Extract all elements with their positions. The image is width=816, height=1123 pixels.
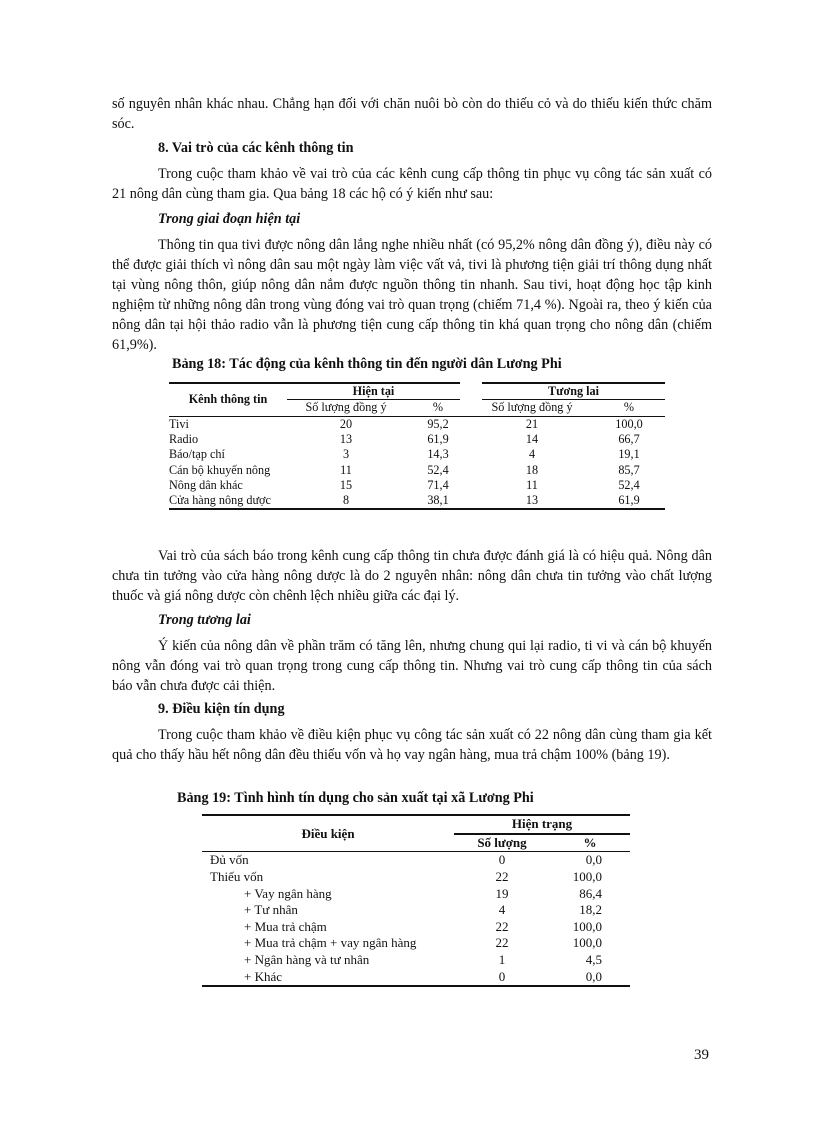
cell-pct: 100,0 bbox=[572, 869, 602, 885]
cell-count-current: 8 bbox=[287, 493, 405, 509]
cell-count-future: 11 bbox=[526, 477, 538, 492]
cell-count-future: 13 bbox=[471, 493, 593, 509]
paragraph-credit bbox=[112, 725, 712, 765]
paragraph-text: Vai trò của sách báo trong kênh cung cấp thông tin chưa được đánh giá là có hiệu quả. Nông dân chưa tin tưởng vào cửa hàng nông dược là do 2 nguyên nhân: nông dân chưa tin tưởng vào chất lượng thuốc và giá nông dược còn chênh lệch nhiều giữa các đại lý. bbox=[112, 548, 712, 604]
cell-pct-future: 19,1 bbox=[618, 447, 640, 462]
cell-pct: 100,0 bbox=[572, 935, 602, 951]
table18-subheader-count: Số lượng đồng ý bbox=[287, 400, 405, 416]
cell-condition: + Khác bbox=[202, 968, 454, 986]
cell-pct-current: 38,1 bbox=[405, 493, 471, 509]
table19-caption-text: : Tình hình tín dụng cho sản xuất tại xã Lương Phi bbox=[226, 790, 534, 806]
table18-header-channel: Kênh thông tin bbox=[169, 383, 287, 416]
table-row bbox=[202, 885, 630, 902]
paragraph-text: Thông tin qua tivi được nông dân lắng nghe nhiều nhất (có 95,2% nông dân đồng ý), điều này có thể được giải thích vì nông dân sau một ngày làm việc vất vả, tivi là phương tiện giải trí thông dụng nhất tại vùng nông thôn, giúp nông dân nắm được nguồn thông tin nhanh. Sau tivi, hoạt động học tập kinh nghiệm từ những nông dân trong vùng đóng vai trò quan trọng (chiếm 71,4 %). Ngoài ra, theo ý kiến của nông dân tại hội thảo radio vẫn là phương tiện cung cấp thông tin khá quan trọng cho nông dân (chiếm 61,9%). bbox=[112, 237, 712, 353]
table-row bbox=[202, 968, 630, 986]
cell-pct-future: 61,9 bbox=[593, 493, 665, 509]
table-row bbox=[202, 935, 630, 952]
table19-header-status: Hiện trạng bbox=[454, 815, 630, 834]
table-row bbox=[169, 416, 665, 432]
cell-pct: 0,0 bbox=[585, 852, 602, 868]
cell-pct-current: 14,3 bbox=[427, 447, 449, 462]
cell-condition: + Ngân hàng và tư nhân bbox=[244, 952, 370, 968]
cell-condition: + Vay ngân hàng bbox=[244, 885, 332, 901]
paragraph-continuation: số nguyên nhân khác nhau. Chẳng hạn đối với chăn nuôi bò còn do thiếu cỏ và do thiếu kiến thức chăm sóc. bbox=[112, 96, 712, 132]
cell-pct-future: 66,7 bbox=[618, 432, 640, 447]
cell-count: 0 bbox=[454, 968, 550, 986]
table-row bbox=[202, 919, 630, 936]
cell-channel: Cán bộ khuyến nông bbox=[169, 462, 271, 477]
cell-count: 22 bbox=[495, 918, 509, 934]
table18-subheader-pct: % bbox=[405, 400, 471, 416]
cell-pct: 86,4 bbox=[579, 885, 602, 901]
table-row bbox=[202, 952, 630, 969]
section-heading-9: 9. Điều kiện tín dụng bbox=[158, 701, 285, 717]
subheading-future: Trong tương lai bbox=[158, 612, 251, 628]
cell-channel: Báo/tạp chí bbox=[169, 447, 225, 462]
paragraph-future bbox=[112, 636, 712, 696]
page-number: 39 bbox=[694, 1047, 709, 1063]
table19-subheader-pct: % bbox=[550, 834, 630, 852]
cell-count-current: 13 bbox=[339, 432, 353, 447]
table-row bbox=[169, 432, 665, 447]
table18-subheader-count: Số lượng đồng ý bbox=[471, 400, 593, 416]
table18-caption-text: : Tác động của kênh thông tin đến người dân Lương Phi bbox=[221, 356, 562, 372]
cell-count-current: 3 bbox=[342, 447, 350, 462]
cell-count-future: 4 bbox=[528, 447, 536, 462]
cell-count-current: 15 bbox=[339, 477, 353, 492]
cell-pct: 100,0 bbox=[572, 918, 602, 934]
table19-caption bbox=[177, 790, 534, 807]
table18-caption bbox=[172, 356, 562, 373]
paragraph-text: Trong cuộc tham khảo về vai trò của các kênh cung cấp thông tin phục vụ công tác sản xuất có 21 nông dân cùng tham gia. Qua bảng 18 các hộ có ý kiến như sau: bbox=[112, 166, 712, 202]
cell-count: 19 bbox=[495, 885, 509, 901]
table-row bbox=[169, 493, 665, 509]
cell-count-future: 14 bbox=[525, 432, 539, 447]
cell-count: 4 bbox=[498, 902, 506, 918]
table-row bbox=[169, 478, 665, 493]
paragraph-text: Trong cuộc tham khảo về điều kiện phục vụ công tác sản xuất có 22 nông dân cùng tham gia kết quả cho thấy hầu hết nông dân đều thiếu vốn và họ vay ngân hàng, mua trả chậm 100% (bảng 19). bbox=[112, 727, 712, 763]
cell-condition: + Tư nhân bbox=[244, 902, 298, 918]
cell-condition: Thiếu vốn bbox=[210, 869, 264, 885]
cell-pct: 18,2 bbox=[579, 902, 602, 918]
cell-pct-current: 95,2 bbox=[427, 416, 449, 431]
section-heading-8: 8. Vai trò của các kênh thông tin bbox=[158, 140, 354, 156]
paragraph-intro-channels bbox=[112, 164, 712, 204]
cell-pct-future: 52,4 bbox=[618, 477, 640, 492]
cell-channel: Cửa hàng nông dược bbox=[169, 493, 287, 509]
cell-count: 0 bbox=[498, 852, 506, 868]
cell-pct: 4,5 bbox=[585, 952, 602, 968]
cell-pct: 0,0 bbox=[550, 968, 630, 986]
cell-count: 1 bbox=[498, 952, 506, 968]
paragraph-press-role bbox=[112, 546, 712, 606]
table18 bbox=[169, 382, 665, 510]
table18-caption-label: Bảng 18 bbox=[172, 356, 222, 372]
table-row bbox=[202, 902, 630, 919]
table-row bbox=[202, 852, 630, 869]
cell-count-future: 21 bbox=[525, 416, 539, 431]
cell-count-current: 20 bbox=[339, 416, 353, 431]
table18-header-future: Tương lai bbox=[471, 383, 665, 400]
cell-pct-future: 85,7 bbox=[618, 462, 640, 477]
cell-condition: Đủ vốn bbox=[210, 852, 249, 868]
cell-channel: Nông dân khác bbox=[169, 477, 243, 492]
subheading-current: Trong giai đoạn hiện tại bbox=[158, 211, 301, 227]
cell-pct-future: 100,0 bbox=[615, 416, 643, 431]
cell-condition: + Mua trả chậm bbox=[244, 918, 327, 934]
table19 bbox=[202, 814, 630, 987]
cell-channel: Tivi bbox=[169, 416, 189, 431]
table19-header-condition: Điều kiện bbox=[202, 815, 454, 852]
table-row bbox=[202, 869, 630, 886]
cell-count: 22 bbox=[495, 869, 509, 885]
cell-pct-current: 71,4 bbox=[427, 477, 449, 492]
cell-count-current: 11 bbox=[340, 462, 352, 477]
cell-channel: Radio bbox=[169, 432, 199, 447]
cell-count: 22 bbox=[495, 935, 509, 951]
table18-header-current: Hiện tại bbox=[287, 383, 471, 400]
table-row bbox=[169, 462, 665, 477]
cell-pct-current: 52,4 bbox=[427, 462, 449, 477]
paragraph-current bbox=[112, 235, 712, 355]
paragraph-text: Ý kiến của nông dân về phần trăm có tăng lên, nhưng chung qui lại radio, ti vi và cán bộ khuyến nông vẫn đóng vai trò quan trọng trong cung cấp thông tin. Nhưng vai trò cung cấp thông tin của sách báo vẫn chưa được cải thiện. bbox=[112, 638, 712, 694]
table-row bbox=[169, 447, 665, 462]
table19-subheader-count: Số lượng bbox=[454, 834, 550, 852]
cell-count-future: 18 bbox=[525, 462, 539, 477]
table18-subheader-pct: % bbox=[593, 400, 665, 416]
table19-caption-label: Bảng 19 bbox=[177, 790, 227, 806]
cell-condition: + Mua trả chậm + vay ngân hàng bbox=[244, 935, 417, 951]
cell-pct-current: 61,9 bbox=[427, 432, 449, 447]
